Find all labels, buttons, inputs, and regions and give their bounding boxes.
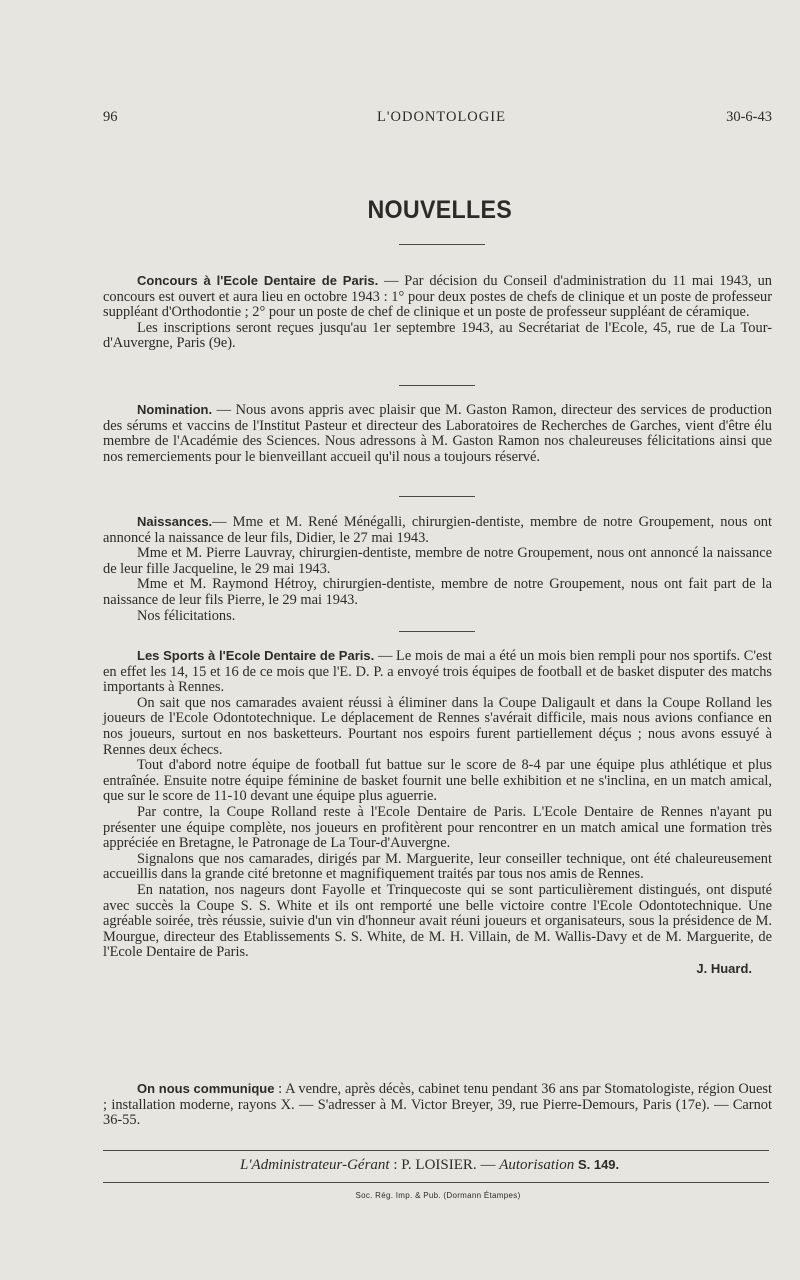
article-paragraph: Par contre, la Coupe Rolland reste à l'Ecole Dentaire de Paris. L'Ecole Dentaire de Rennes n'ayant pu présenter une équipe complète, nos joueurs en profitèrent pour rencontrer en un match amical une formation très appréciée en Bretagne, le Patronage de La Tour-d'Auvergne. [103,803,772,852]
divider [399,244,485,245]
footer-auth-number: S. 149. [577,1157,620,1172]
divider [399,631,475,632]
article-paragraph: Signalons que nos camarades, dirigés par M. Marguerite, leur conseiller technique, ont été chaleureusement accueillis dans la grande cité bretonne et magnifiquement traités par tous nos amis de Rennes. [103,850,772,883]
divider [399,496,475,497]
article-paragraph: Nos félicitations. [137,607,236,624]
article-naissances [103,514,772,624]
article-paragraph: Mme et M. Pierre Lauvray, chirurgien-dentiste, membre de notre Groupement, nous ont annoncé la naissance de leur fille Jacqueline, le 29 mai 1943. [103,545,772,577]
article-paragraph: En natation, nos nageurs dont Fayolle et Trinquecoste qui se sont particulièrement distingués, ont disputé avec succès la Coupe S. S. White et ils ont remporté une belle victoire contre l'Ecole Odontotechnique. Une agréable soirée, très réussie, suivie d'un vin d'honneur avait réuni joueurs et organisateurs, sous la présidence de M. Mourgue, directeur des Etablissements S. S. White, de M. H. Villain, de M. Wallis-Davy et de M. Marguerite, de l'Ecole Dentaire de Paris. [103,881,772,961]
article-nomination [103,402,772,465]
article-concours [103,273,772,352]
footer-auth-label: Autorisation [499,1157,575,1173]
article-paragraph: Les inscriptions seront reçues jusqu'au 1er septembre 1943, au Secrétariat de l'Ecole, 45, rue de La Tour-d'Auvergne, Paris (9e). [103,319,772,352]
section-heading: NOUVELLES [367,196,513,224]
article-sports [103,648,772,976]
printer-credit: Soc. Rég. Imp. & Pub. (Dormann Étampes) [355,1191,521,1200]
article-paragraph: Mme et M. Raymond Hétroy, chirurgien-dentiste, membre de notre Groupement, nous ont fait part de la naissance de leur fils Pierre, le 29 mai 1943. [103,576,772,608]
article-lead: On nous communique [137,1081,275,1096]
journal-title: L'ODONTOLOGIE [377,109,506,125]
article-communique [103,1081,772,1129]
article-lead: Nomination. [137,402,213,417]
footer-admin-label: L'Administrateur-Gérant [240,1157,390,1173]
article-paragraph: — Nous avons appris avec plaisir que M. Gaston Ramon, directeur des services de production des sérums et vaccins de l'Institut Pasteur et directeur des Laboratoires de Recherches de Garches, vient d'être élu membre de l'Académie des Sciences. Nous adressons à M. Gaston Ramon nos chaleureuses félicitations ainsi que nos remerciements pour le bienveillant accueil qu'il nous a toujours réservé. [103,402,772,465]
page-number: 96 [103,109,118,125]
article-paragraph: — Mme et M. René Ménégalli, chirurgien-dentiste, membre de notre Groupement, nous ont annoncé la naissance de leur fils, Didier, le 27 mai 1943. [103,514,772,546]
footer-rule-bottom [103,1182,769,1183]
article-paragraph: On sait que nos camarades avaient réussi à éliminer dans la Coupe Daligault et dans la Coupe Rolland les joueurs de l'Ecole Odontotechnique. Le déplacement de Rennes s'avérait difficile, mais nous avions confiance en nos joueurs, surtout en nos basketteurs. Pourtant nos espoirs furent partiellement déçus ; nous avons essuyé à Rennes deux échecs. [103,694,772,758]
footer-name: P. LOISIER. [401,1157,477,1173]
footer-rule-top [103,1150,769,1151]
article-paragraph: Tout d'abord notre équipe de football fut battue sur le score de 8-4 par une équipe plus athlétique et plus entraînée. Ensuite notre équipe féminine de basket fournit une belle exhibition et ne s'inclina, en un match amical, que sur le score de 11-10 devant une équipe plus aguerrie. [103,757,772,805]
article-lead: Naissances. [137,514,213,529]
article-lead: Concours à l'Ecole Dentaire de Paris. [137,273,379,288]
page-header [103,109,772,127]
article-paragraph: — Le mois de mai a été un mois bien rempli pour nos sportifs. C'est en effet les 14, 15 et 16 de ce mois que l'E. D. P. a envoyé trois équipes de football et de basket disputer des matchs importants à Rennes. [103,648,772,696]
page-footer: L'Administrateur-Gérant : P. LOISIER. — Autorisation S. 149. [240,1157,620,1173]
divider [399,385,475,386]
article-paragraph: — Par décision du Conseil d'administration du 11 mai 1943, un concours est ouvert et aura lieu en octobre 1943 : 1° pour deux postes de chefs de clinique et un poste de professeur suppléant d'Orthodontie ; 2° pour un poste de chef de clinique et un poste de professeur suppléant de céramique. [103,273,772,321]
article-paragraph: : A vendre, après décès, cabinet tenu pendant 36 ans par Stomatologiste, région Ouest ; installation moderne, rayons X. — S'adresser à M. Victor Breyer, 39, rue Pierre-Demours, Paris (17e). — Carnot 36-55. [103,1081,772,1129]
issue-date: 30-6-43 [726,109,772,125]
article-signature: J. Huard. [696,960,752,976]
article-lead: Les Sports à l'Ecole Dentaire de Paris. [137,648,375,663]
